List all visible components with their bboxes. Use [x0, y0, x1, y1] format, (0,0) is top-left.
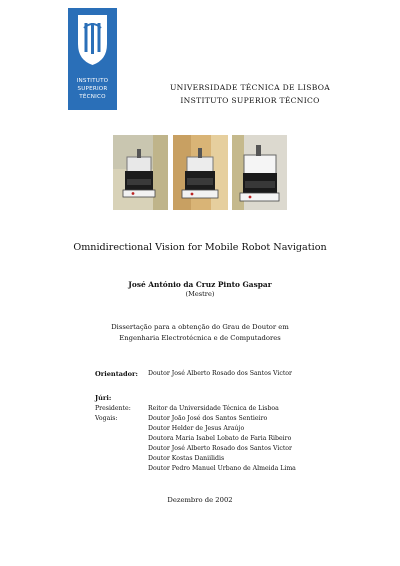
president-name: Reitor da Universidade Técnica de Lisboa: [148, 405, 279, 412]
ist-shield-icon: [77, 14, 108, 66]
university-name: UNIVERSIDADE TÉCNICA DE LISBOA: [169, 83, 331, 92]
author-name: José António da Cruz Pinto Gaspar: [128, 280, 272, 289]
robot-photo-left: [113, 135, 168, 210]
president-label: Presidente:: [95, 405, 131, 412]
logo-line-2: SUPERIOR: [77, 86, 108, 92]
author-degree: (Mestre): [185, 290, 215, 298]
thesis-title: Omnidirectional Vision for Mobile Robot Navigation: [73, 242, 327, 253]
institute-name: INSTITUTO SUPERIOR TÉCNICO: [180, 96, 320, 105]
submission-date: Dezembro de 2002: [167, 496, 233, 504]
jury-member: Doutor João José dos Santos Sentieiro: [148, 415, 268, 422]
advisor-name: Doutor José Alberto Rosado dos Santos Victor: [148, 370, 292, 377]
advisor-label: Orientador:: [95, 370, 138, 378]
jury-members-list: [148, 414, 296, 474]
jury-heading: Júri:: [95, 394, 112, 402]
dissertation-line-2: Engenharia Electrotécnica e de Computadores: [119, 334, 281, 342]
jury-member: Doutor Pedro Manuel Urbano de Almeida Lima: [148, 465, 296, 472]
dissertation-line-1: Dissertação para a obtenção do Grau de Doutor em: [111, 323, 289, 331]
members-label: Vogais:: [95, 415, 118, 422]
ist-logo: [68, 8, 117, 110]
robot-photo-center: [173, 135, 228, 210]
logo-line-3: TÉCNICO: [79, 94, 106, 100]
jury-member: Doutor Helder de Jesus Araújo: [148, 425, 245, 432]
jury-member: Doutor Kostas Daniilidis: [148, 455, 225, 462]
logo-line-1: INSTITUTO: [76, 78, 109, 84]
jury-member: Doutor José Alberto Rosado dos Santos Victor: [148, 445, 292, 452]
robot-photo-right: [232, 135, 287, 210]
dissertation-statement: [0, 322, 400, 344]
jury-member: Doutora Maria Isabel Lobato de Faria Ribeiro: [148, 435, 292, 442]
